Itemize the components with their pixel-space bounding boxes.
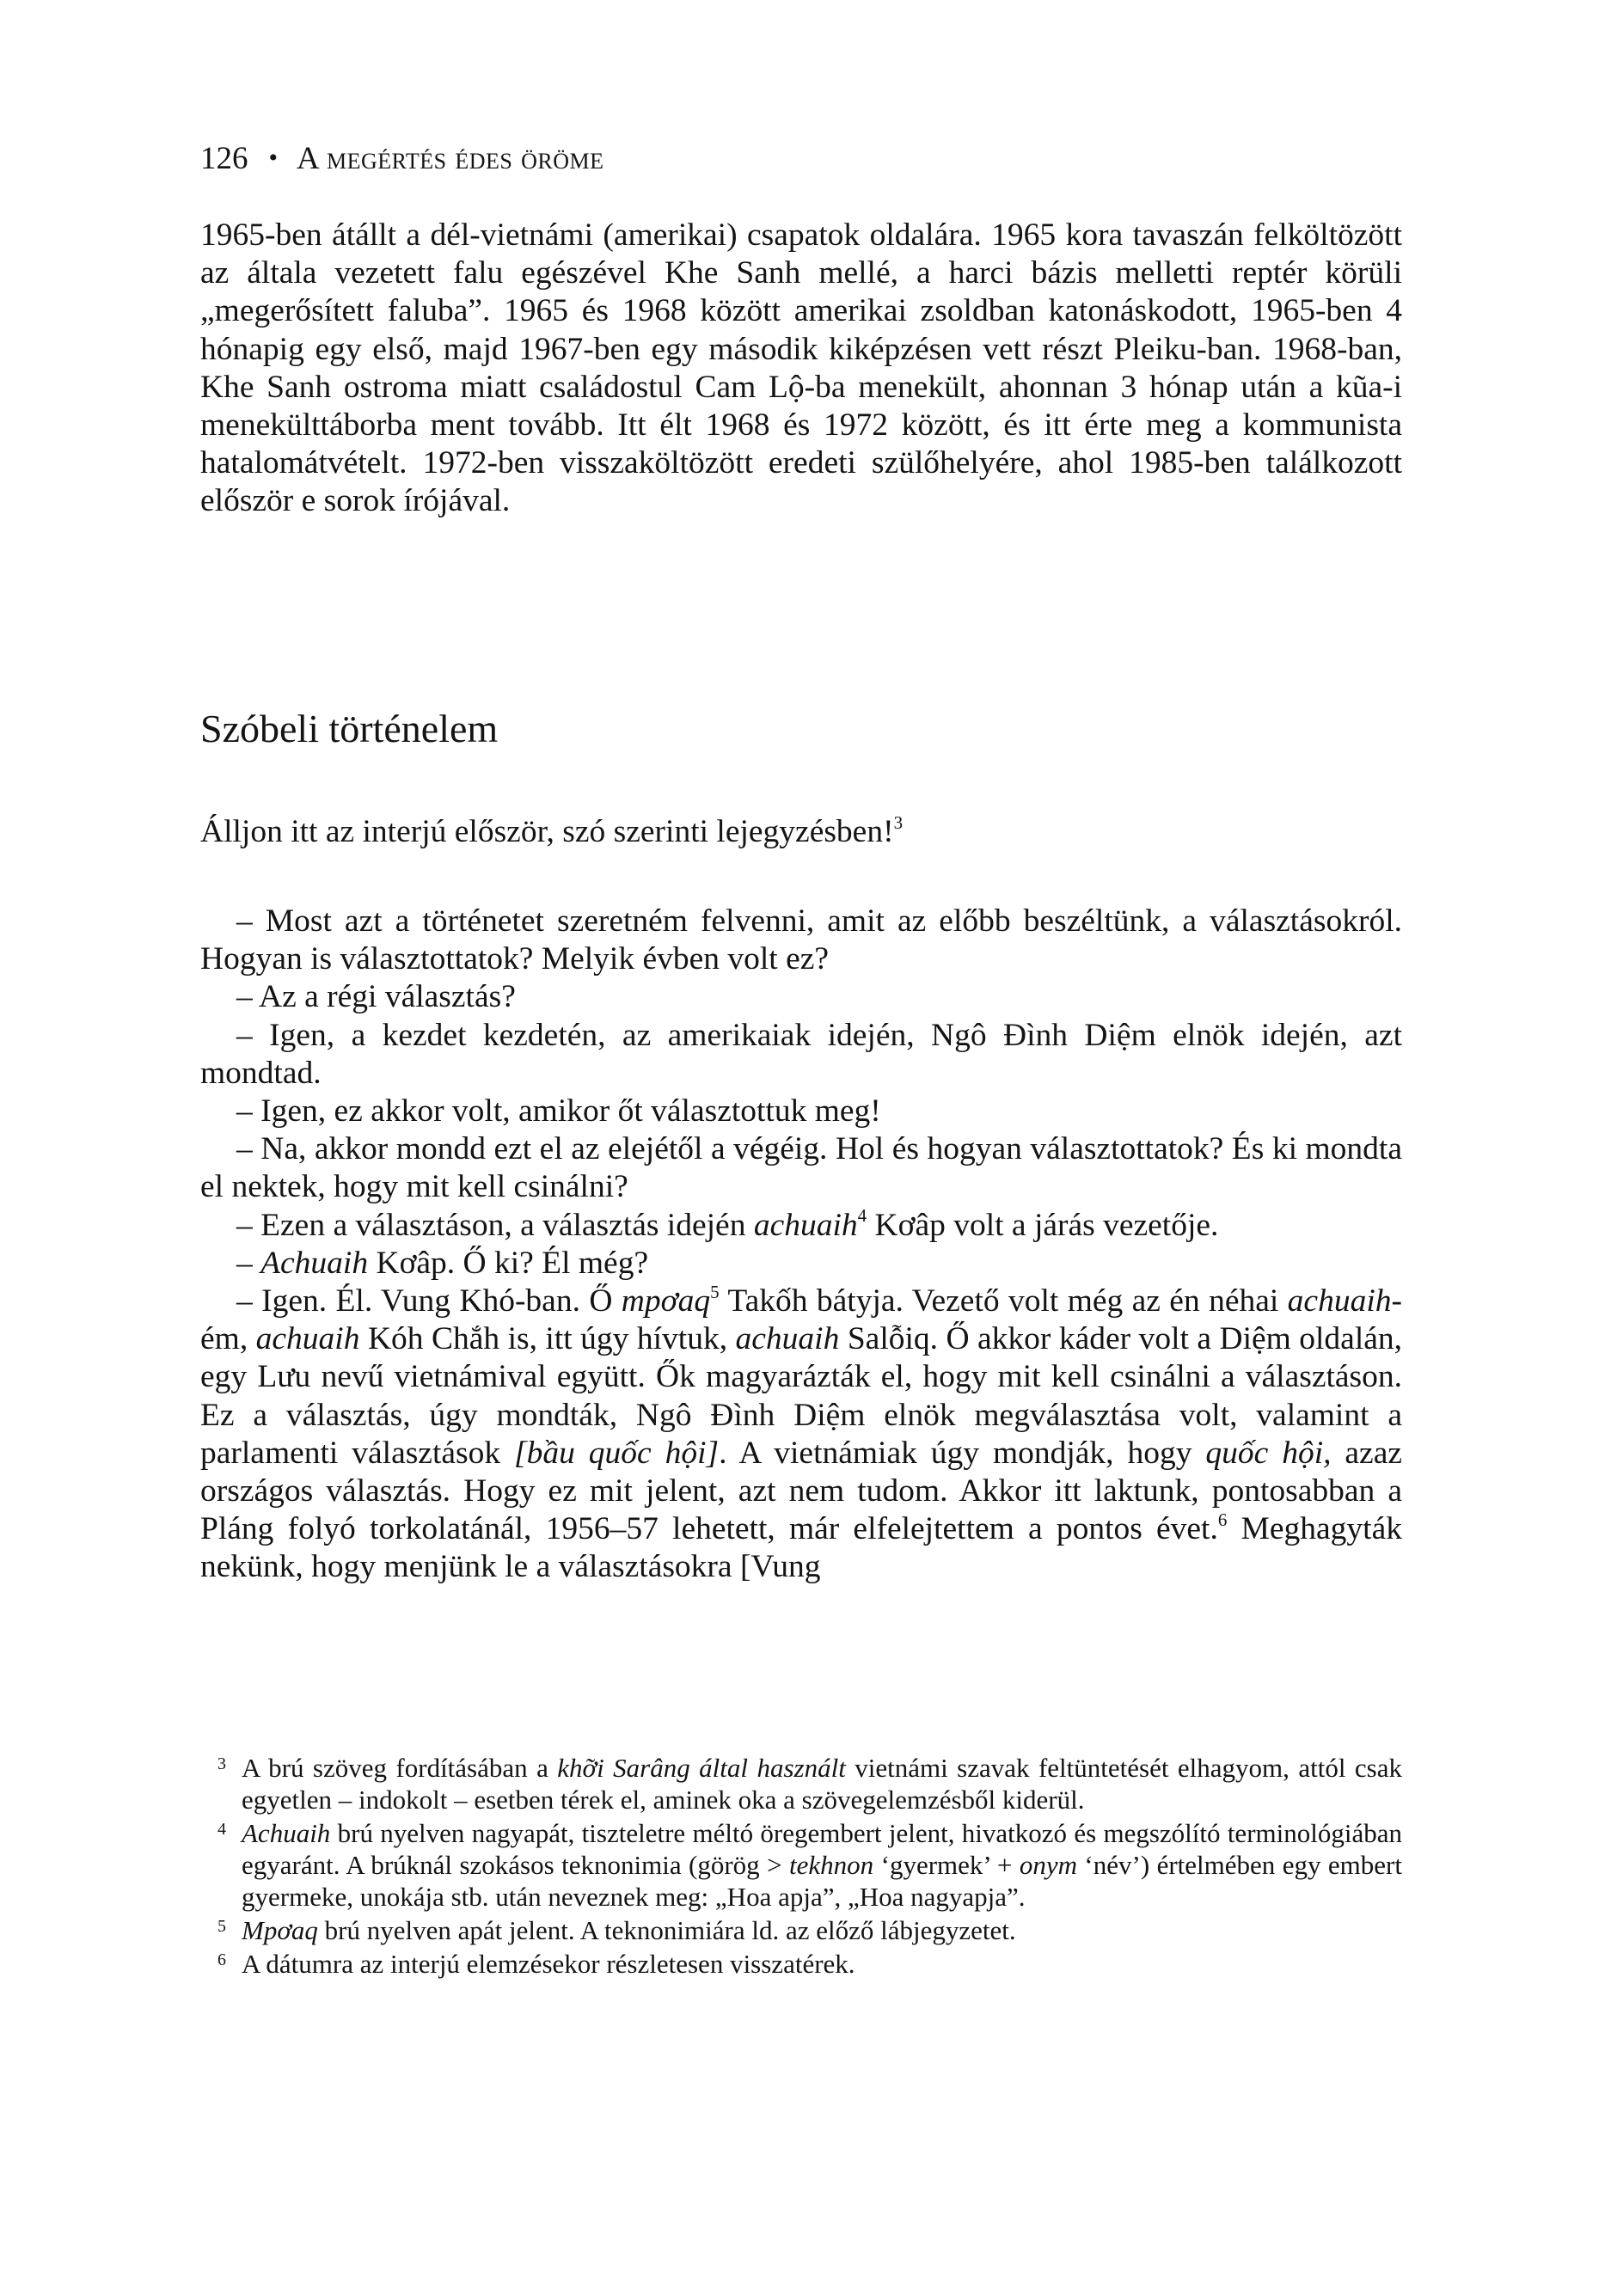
footnote-ref-5[interactable]: 5 xyxy=(710,1281,720,1302)
footnote-number: 5 xyxy=(217,1917,226,1936)
section-heading: Szóbeli történelem xyxy=(200,707,499,750)
text-segment: Meghagyták nekünk, hogy menjünk le a választásokra [Vung xyxy=(200,1511,1402,1585)
italic-term: achuaih xyxy=(753,1207,858,1243)
italic-term: onym xyxy=(1019,1850,1077,1880)
footnotes xyxy=(200,1752,1402,1981)
text-segment: Salỗiq. Ő akkor káder volt a Diệm oldalán, egy Lưu nevű vietnámival együtt. Ők magyarázták el, hogy mit kell csinálni a választáson. Ez a választás, úgy mondták, Ngô Đình Diệm elnök megválasztása volt, valamint a parlamenti választások xyxy=(200,1321,1403,1471)
dialogue-line: – Most azt a történetet szeretném felvenni, amit az előbb beszéltünk, a választásokról. Hogyan is választottatok? Melyik évben volt ez? xyxy=(200,903,1402,977)
italic-term: Achuaih xyxy=(260,1245,369,1281)
text-segment: brú nyelven apát jelent. A teknonimiára ld. az előző lábjegyzetet. xyxy=(317,1915,1016,1945)
text-segment: A dátumra az interjú elemzésekor részletesen visszatérek. xyxy=(242,1949,855,1979)
italic-term: khỡi Sarâng által használt xyxy=(557,1753,846,1783)
italic-term: tekhnon xyxy=(789,1850,874,1880)
opening-paragraph: 1965-ben átállt a dél-vietnámi (amerikai) csapatok oldalára. 1965 kora tavaszán felköltözött az általa vezetett falu egészével Khe Sanh mellé, a harci bázis melletti reptér körüli „megerősített faluba”. 1965 és 1968 között amerikai zsoldban katonáskodott, 1965-ben 4 hónapig egy első, majd 1967-ben egy második kiképzésen vett részt Pleiku-ban. 1968-ban, Khe Sanh ostroma miatt családostul Cam Lộ-ba menekült, ahonnan 3 hónap után a kũa-i menekülttáborba ment tovább. Itt élt 1968 és 1972 között, és itt érte meg a kommunista hatalomátvételt. 1972-ben visszaköltözött eredeti szülőhelyére, ahol 1985-ben találkozott először e sorok írójával. xyxy=(200,217,1402,519)
italic-term: achuaih xyxy=(735,1321,840,1357)
italic-term: [bầu quốc hội] xyxy=(514,1435,720,1471)
footnote-ref-6[interactable]: 6 xyxy=(1217,1509,1228,1530)
text-segment: ‘név’) értelmében egy embert gyermeke, unokája stb. után neveznek meg: „Hoa apja”, „Hoa nagyapja”. xyxy=(242,1850,1402,1912)
text-segment: – Ezen a választáson, a választás idején xyxy=(236,1207,754,1243)
text-segment: -ém, xyxy=(200,1283,1402,1357)
dialogue-line: – Na, akkor mondd ezt el az elejétől a végéig. Hol és hogyan választottatok? És ki mondta el nektek, hogy mit kell csinálni? xyxy=(200,1131,1402,1205)
italic-term: achuaih xyxy=(255,1321,360,1357)
running-title: A megértés édes öröme xyxy=(297,141,604,176)
italic-term: mpơaq xyxy=(621,1283,711,1319)
text-segment: brú nyelven nagyapát, tiszteletre méltó öregembert jelent, hivatkozó és megszólító terminológiában egyaránt. A brúknál szokásos teknonimia (görög > xyxy=(242,1818,1402,1880)
text-segment: A brú szöveg fordításában a xyxy=(242,1753,558,1783)
footnote-6 xyxy=(200,1948,1402,1980)
page-number: 126 xyxy=(200,141,248,176)
text-segment: – Igen. Él. Vung Khó-ban. Ő xyxy=(236,1283,622,1319)
footnote-3 xyxy=(200,1752,1402,1815)
footnote-number: 3 xyxy=(217,1754,226,1773)
footnote-5 xyxy=(200,1914,1402,1946)
italic-term: quốc hội, xyxy=(1205,1435,1332,1471)
bullet-separator-icon: • xyxy=(268,144,279,172)
italic-term: Mpơaq xyxy=(242,1915,318,1945)
dialogue-line: – Igen, ez akkor volt, amikor őt választottuk meg! xyxy=(236,1093,881,1130)
italic-term: achuaih xyxy=(1287,1283,1392,1319)
footnote-4 xyxy=(200,1817,1402,1913)
italic-term: Achuaih xyxy=(242,1818,331,1848)
text-segment: Kơâp. Ő ki? Él még? xyxy=(368,1245,649,1281)
footnote-ref-3[interactable]: 3 xyxy=(893,811,904,833)
text-segment: . A vietnámiak úgy mondják, hogy xyxy=(719,1435,1206,1471)
text-segment: azaz országos választás. Hogy ez mit jelent, azt nem tudom. Akkor itt laktunk, pontosabban a Pláng folyó torkolatánál, 1956–57 lehetett, már elfelejtettem a pontos évet. xyxy=(200,1435,1402,1547)
footnote-number: 4 xyxy=(217,1820,226,1839)
intro-text: Álljon itt az interjú először, szó szerinti lejegyzésben! xyxy=(200,814,894,849)
section-intro xyxy=(200,813,903,851)
text-segment: ‘gyermek’ + xyxy=(873,1850,1020,1880)
running-head xyxy=(200,140,604,180)
dialogue-line: – Igen, a kezdet kezdetén, az amerikaiak idején, Ngô Đình Diệm elnök idején, azt mondtad. xyxy=(200,1017,1402,1091)
dialogue-line xyxy=(200,1245,1402,1283)
dialogue-line xyxy=(200,1207,1402,1245)
text-segment: Takốh bátyja. Vezető volt még az én néhai xyxy=(719,1283,1288,1319)
text-segment: Kóh Chắh is, itt úgy hívtuk, xyxy=(359,1321,736,1357)
footnote-number: 6 xyxy=(217,1950,226,1969)
dialogue-line: – Az a régi választás? xyxy=(236,979,516,1015)
text-segment: Kơâp volt a járás vezetője. xyxy=(867,1207,1219,1243)
interview-transcript xyxy=(200,903,1402,1587)
text-segment: – xyxy=(236,1245,261,1281)
dialogue-line xyxy=(200,1283,1402,1587)
text-segment: vietnámi szavak feltüntetését elhagyom, attól csak egyetlen – indokolt – esetben térek el, aminek oka a szövegelemzésből kiderül. xyxy=(242,1753,1402,1815)
footnote-ref-4[interactable]: 4 xyxy=(857,1205,867,1227)
